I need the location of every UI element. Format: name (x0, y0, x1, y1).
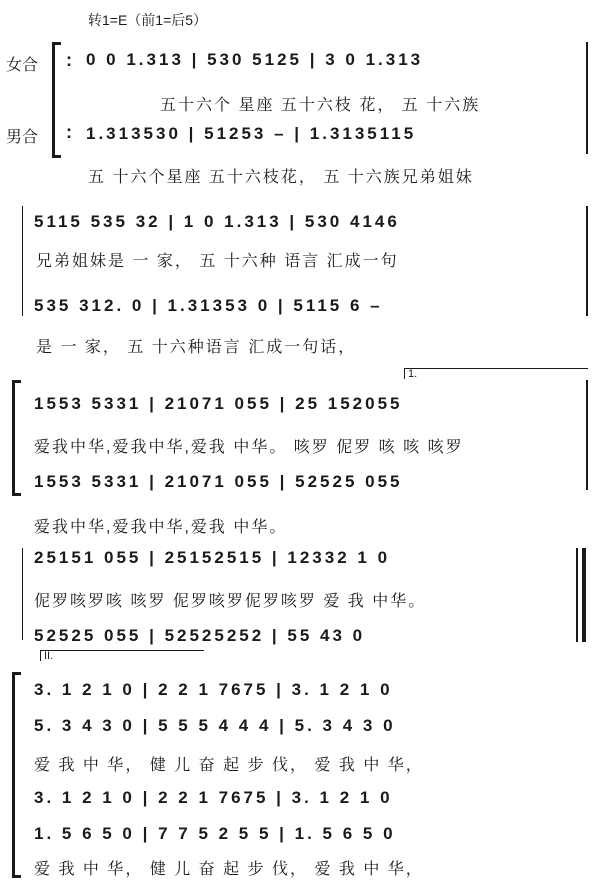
system-1-brace (52, 42, 61, 158)
lyrics-line-3a: 爱我中华,爱我中华,爱我 中华。 咳罗 伲罗 咳 咳 咳罗 (34, 439, 464, 456)
lyrics-line-2a: 兄弟姐妹是 一 家， 五 十六种 语言 汇成一句 (36, 253, 399, 270)
notes-line-2b: 535 312. 0 | 1.31353 0 | 5115 6 – (34, 296, 383, 315)
repeat-sign-bottom: : (66, 122, 72, 142)
key-change-header: 转1=E（前1=后5） (88, 12, 208, 28)
notes-female-line-1: 0 0 1.313 | 530 5125 | 3 0 1.313 (86, 50, 424, 69)
notes-line-4a: 25151 055 | 25152515 | 12332 1 0 (34, 548, 391, 567)
system-3-brace (12, 380, 21, 496)
barline-end-system-2 (586, 206, 588, 316)
system-5-brace (12, 672, 21, 878)
notes-line-5b: 5. 3 4 3 0 | 5 5 5 4 4 4 | 5. 3 4 3 0 (34, 716, 396, 735)
notes-line-3a: 1553 5331 | 21071 055 | 25 152055 (34, 394, 403, 413)
male-chorus-label: 男合 (6, 129, 39, 146)
repeat-sign-top: : (66, 50, 72, 70)
lyrics-line-2b: 是 一 家， 五 十六种语言 汇成一句话， (36, 339, 357, 356)
system-2-left-line (22, 206, 23, 316)
barline-end-system-3 (586, 380, 588, 490)
lyrics-line-5a: 爱 我 中 华， 健 儿 奋 起 步 伐， 爱 我 中 华， (34, 757, 424, 774)
notes-line-4b: 52525 055 | 52525252 | 55 43 0 (34, 626, 366, 645)
female-chorus-label: 女合 (6, 57, 39, 74)
barline-end-system-1 (586, 42, 588, 154)
lyrics-line-5b: 爱 我 中 华， 健 儿 奋 起 步 伐， 爱 我 中 华， (34, 861, 424, 878)
lyrics-line-3b: 爱我中华,爱我中华,爱我 中华。 (34, 519, 288, 536)
notes-line-5c: 3. 1 2 1 0 | 2 2 1 7675 | 3. 1 2 1 0 (34, 788, 393, 807)
final-repeat-bar-thick (582, 548, 586, 642)
lyrics-male-line-1: 五 十六个星座 五十六枝花， 五 十六族兄弟姐妹 (88, 169, 474, 186)
second-ending-volta: II. (40, 650, 204, 661)
notes-male-line-1: 1.313530 | 51253 – | 1.3135115 (86, 124, 417, 143)
notes-line-5a: 3. 1 2 1 0 | 2 2 1 7675 | 3. 1 2 1 0 (34, 680, 393, 699)
notes-line-2a: 5115 535 32 | 1 0 1.313 | 530 4146 (34, 212, 400, 231)
lyrics-line-4a: 伲罗咳罗咳 咳罗 伲罗咳罗伲罗咳罗 爱 我 中华。 (34, 593, 427, 610)
final-repeat-bar-thin (576, 548, 578, 642)
first-ending-volta: 1. (404, 368, 588, 379)
lyrics-female-line-1: 五十六个 星座 五十六枝 花， 五 十六族 (160, 97, 481, 114)
notes-line-3b: 1553 5331 | 21071 055 | 52525 055 (34, 472, 403, 491)
system-4-left-line (22, 548, 23, 640)
notes-line-5d: 1. 5 6 5 0 | 7 7 5 2 5 5 | 1. 5 6 5 0 (34, 824, 396, 843)
